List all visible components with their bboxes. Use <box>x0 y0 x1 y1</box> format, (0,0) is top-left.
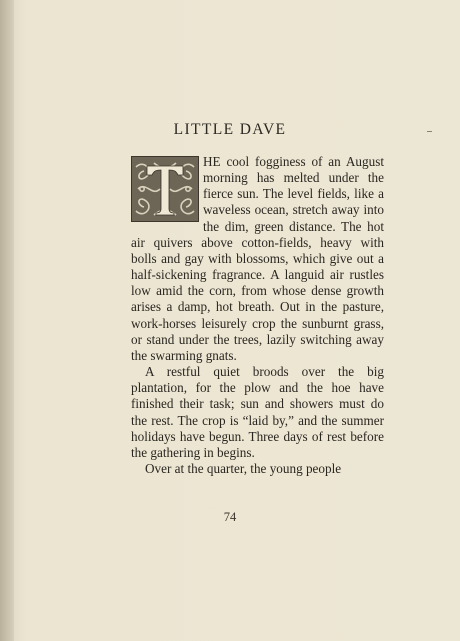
paragraph-2: A restful quiet broods over the big plantation, for the plow and the hoe have finished their task; sun and showers must do the rest. The crop is “laid by,” and the summer holidays have begun. Three days of rest before the gathering in begins. <box>131 364 384 460</box>
paragraph-1-text: HE cool fogginess of an August morning has melted under the fierce sun. The level fields, like a waveless ocean, stretch away into the dim, green distance. The hot air quivers above cotton-fields, heavy with bolls and gay with blossoms, which give out a half-sickening fragrance. A languid air rustles low amid the corn, from whose dense growth arises a damp, hot breath. Out in the pasture, work-horses leisurely crop the sunburnt grass, or stand under the trees, lazily switching away the swarming gnats. <box>131 154 384 363</box>
page-gutter <box>0 0 14 641</box>
ornamental-initial-icon <box>131 156 199 222</box>
paragraph-1 <box>131 154 384 364</box>
paragraph-3: Over at the quarter, the young people <box>145 460 342 476</box>
body-text <box>131 154 384 477</box>
page-number: 74 <box>223 510 237 524</box>
running-title: LITTLE DAVE <box>173 121 287 138</box>
